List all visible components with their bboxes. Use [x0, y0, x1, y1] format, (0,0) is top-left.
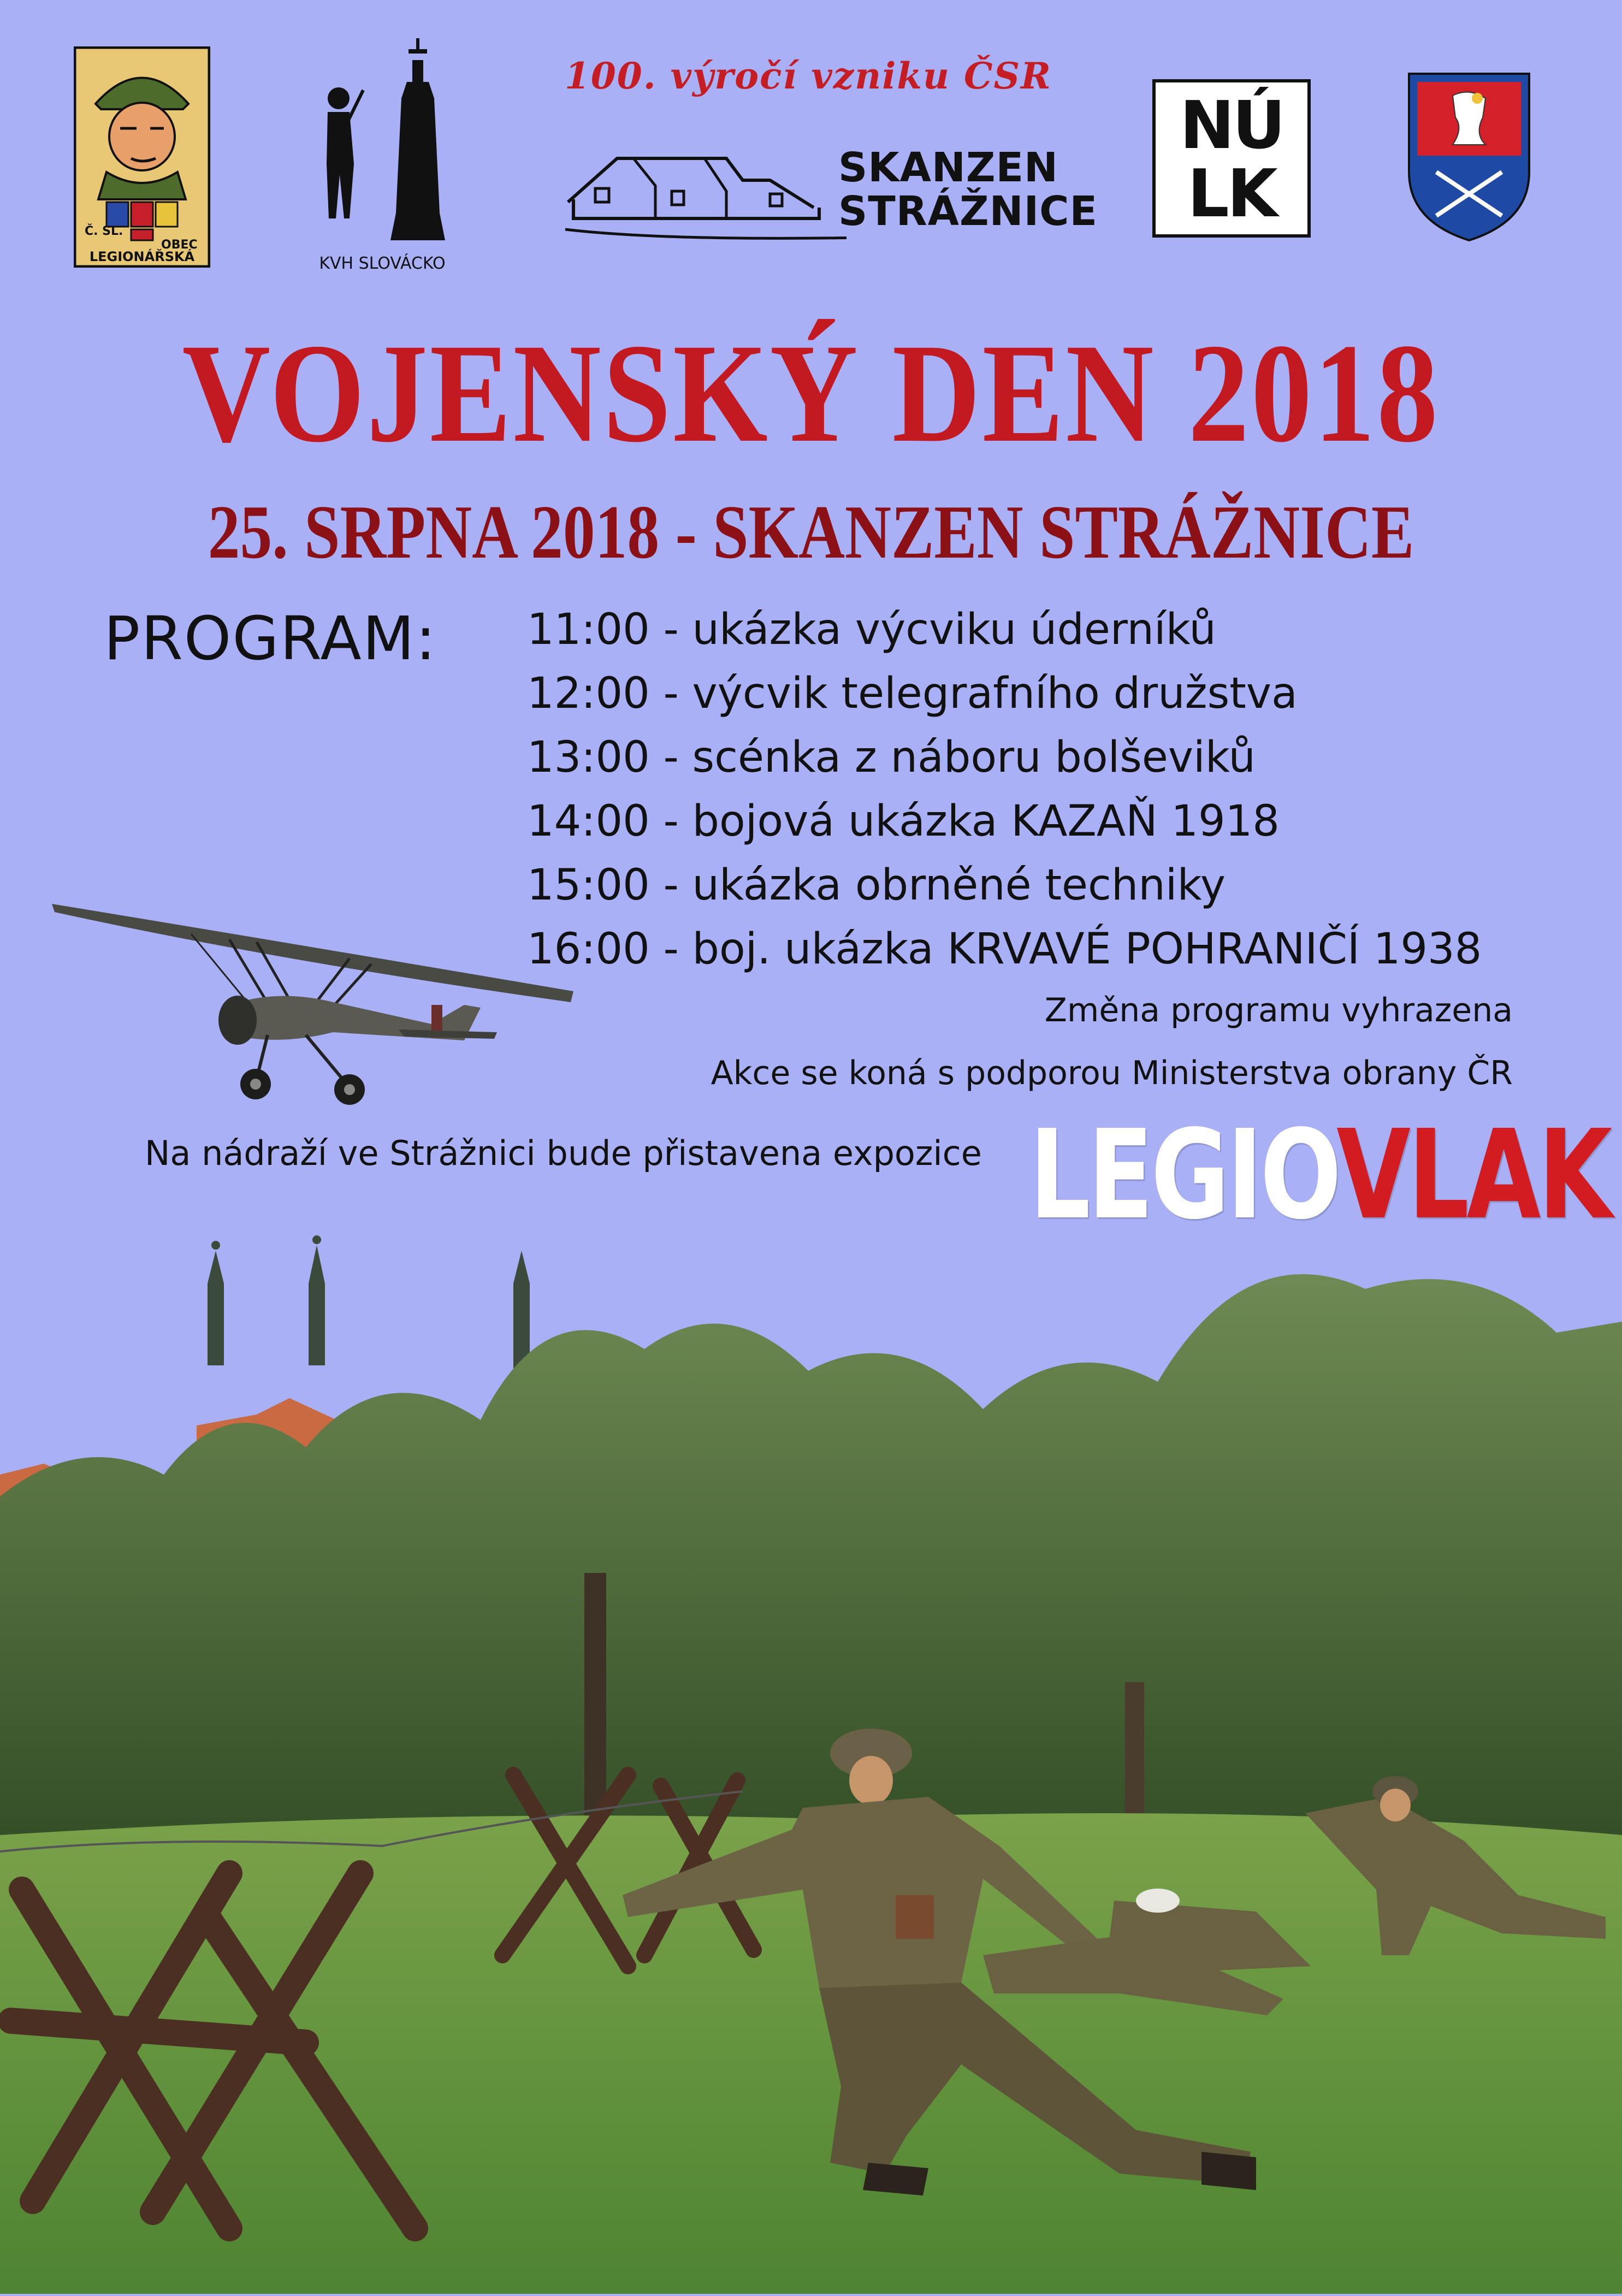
program-item: 13:00 - scénka z náboru bolševiků	[527, 733, 1256, 782]
obec-top-left-text: Č. SL.	[85, 224, 123, 238]
vintage-airplane-image	[49, 896, 584, 1114]
program-label: PROGRAM:	[104, 603, 437, 673]
skanzen-line2: STRÁŽNICE	[838, 188, 1098, 235]
skanzen-line1: SKANZEN	[838, 144, 1058, 191]
kvh-caption: KVH SLOVÁCKO	[319, 254, 446, 273]
obec-bottom-text: LEGIONÁŘSKÁ	[89, 249, 195, 264]
obec-top-right-text: OBEC	[161, 238, 198, 252]
nulk-logo	[1152, 79, 1311, 238]
train-exhibition-note: Na nádraží ve Strážnici bude přistavena expozice	[145, 1133, 982, 1173]
program-item: 12:00 - výcvik telegrafního družstva	[527, 669, 1298, 718]
program-list	[527, 598, 1565, 981]
program-change-note: Změna programu vyhrazena	[1044, 991, 1513, 1029]
nulk-row1: NÚ	[1180, 88, 1283, 164]
event-date-location: 25. SRPNA 2018 - SKANZEN STRÁŽNICE	[208, 490, 1414, 575]
legio-text: LEGIO	[1029, 1104, 1337, 1247]
military-coat-of-arms-icon	[1404, 68, 1535, 243]
page-title: VOJENSKÝ DEN 2018	[182, 315, 1440, 472]
program-item: 14:00 - bojová ukázka KAZAŇ 1918	[527, 797, 1280, 846]
anniversary-text: 100. výročí vzniku ČSR	[564, 55, 1052, 97]
kvh-slovacko-logo	[306, 38, 459, 273]
program-item: 11:00 - ukázka výcviku úderníků	[527, 605, 1216, 654]
skanzen-straznice-logo	[563, 137, 1098, 251]
ministry-support-note: Akce se koná s podporou Ministerstva obrany ČR	[711, 1054, 1513, 1092]
vlak-text: VLAK	[1336, 1104, 1610, 1247]
obec-legionarska-logo	[74, 46, 210, 268]
nulk-row2: LK	[1187, 156, 1276, 232]
program-item: 15:00 - ukázka obrněné techniky	[527, 861, 1226, 910]
battle-reenactment-photo	[0, 1191, 1622, 2294]
program-item: 16:00 - boj. ukázka KRVAVÉ POHRANIČÍ 1938	[527, 925, 1482, 974]
